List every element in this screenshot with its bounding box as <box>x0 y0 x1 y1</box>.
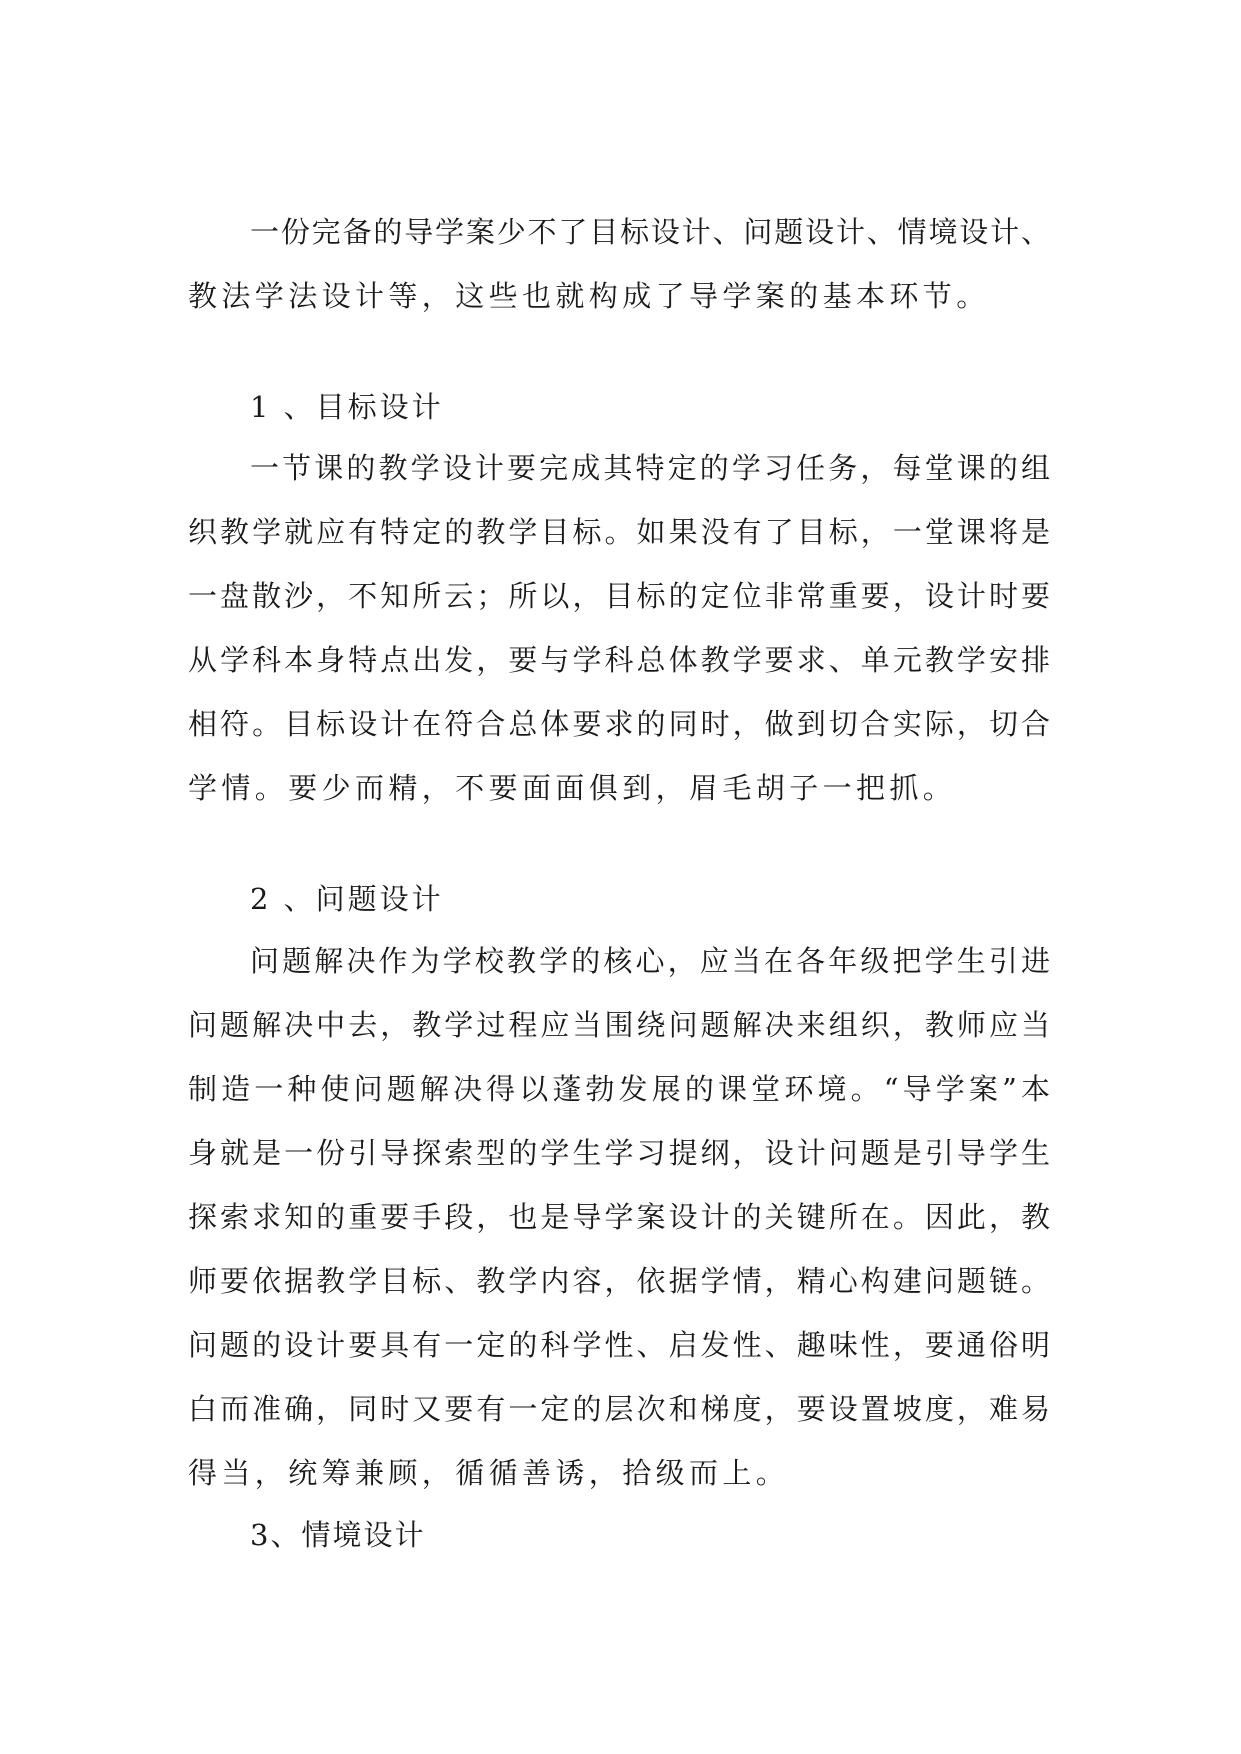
section-2-line-5: 探索求知的重要手段，也是导学案设计的关键所在。因此，教 <box>188 1200 1050 1234</box>
intro-line-2: 教法学法设计等，这些也就构成了导学案的基本环节。 <box>188 279 990 313</box>
section-1-line-4: 从学科本身特点出发，要与学科总体教学要求、单元教学安排 <box>188 643 1050 677</box>
section-1-heading: 1 、目标设计 <box>250 390 444 424</box>
section-1-line-6: 学情。要少而精，不要面面俱到，眉毛胡子一把抓。 <box>188 771 957 805</box>
section-1-line-1: 一节课的教学设计要完成其特定的学习任务，每堂课的组 <box>250 451 1050 485</box>
section-2-line-9: 得当，统筹兼顾，循循善诱，拾级而上。 <box>188 1456 790 1490</box>
section-2-line-4: 身就是一份引导探索型的学生学习提纲，设计问题是引导学生 <box>188 1136 1050 1170</box>
section-1-line-3: 一盘散沙，不知所云；所以，目标的定位非常重要，设计时要 <box>188 579 1050 613</box>
section-2-line-2: 问题解决中去，教学过程应当围绕问题解决来组织，教师应当 <box>188 1008 1050 1042</box>
section-2-line-1: 问题解决作为学校教学的核心，应当在各年级把学生引进 <box>250 944 1050 978</box>
section-2-line-3: 制造一种使问题解决得以蓬勃发展的课堂环境。“导学案”本 <box>188 1072 1050 1106</box>
section-1-line-5: 相符。目标设计在符合总体要求的同时，做到切合实际，切合 <box>188 707 1050 741</box>
section-2-line-7: 问题的设计要具有一定的科学性、启发性、趣味性，要通俗明 <box>188 1328 1050 1362</box>
intro-line-1: 一份完备的导学案少不了目标设计、问题设计、情境设计、 <box>250 215 1050 249</box>
section-1-line-2: 织教学就应有特定的教学目标。如果没有了目标，一堂课将是 <box>188 515 1050 549</box>
section-2-heading: 2 、问题设计 <box>250 882 444 916</box>
section-2-line-6: 师要依据教学目标、教学内容，依据学情，精心构建问题链。 <box>188 1264 1050 1298</box>
section-2-line-8: 白而准确，同时又要有一定的层次和梯度，要设置坡度，难易 <box>188 1392 1050 1426</box>
section-3-heading: 3、情境设计 <box>250 1518 426 1552</box>
